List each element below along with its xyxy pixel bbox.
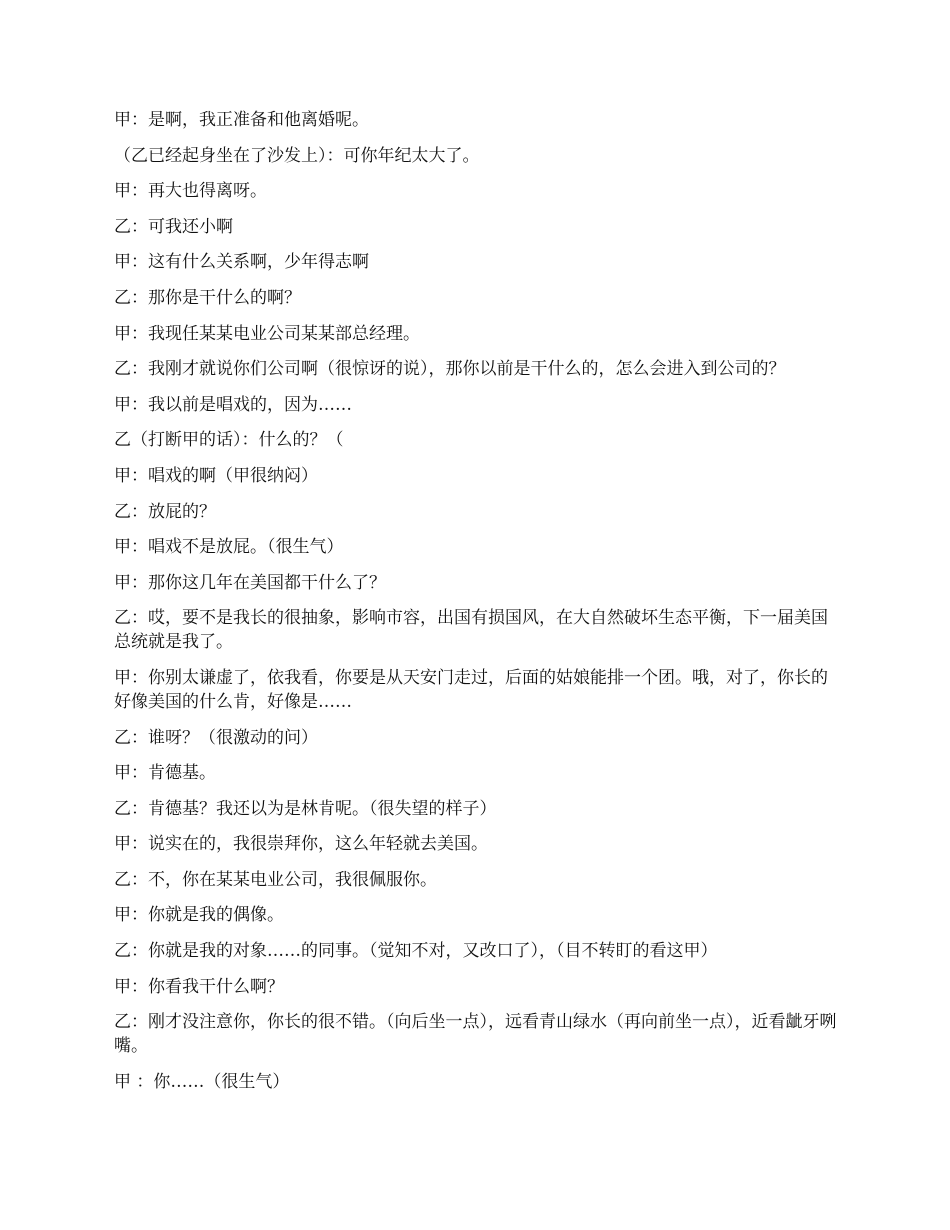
dialogue-line: 乙：哎，要不是我长的很抽象，影响市容，出国有损国风，在大自然破坏生态平衡，下一届美国总统就是我了。: [114, 608, 828, 653]
dialogue-line: 甲：是啊，我正准备和他离婚呢。: [114, 110, 369, 130]
script-text-body: [114, 108, 840, 1105]
dialogue-line: 乙（打断甲的话）：什么的？（: [114, 430, 344, 451]
dialogue-line: 甲 ：你……（很生气）: [114, 1071, 290, 1092]
dialogue-line: 甲：我现任某某电业公司某某部总经理。: [114, 323, 420, 344]
dialogue-line: 乙：你就是我的对象……的同事。（觉知不对，又改口了），（目不转盯的看这甲）: [114, 941, 718, 962]
dialogue-line: 甲：肯德基。: [114, 763, 216, 784]
dialogue-line: 乙：刚才没注意你，你长的很不错。（向后坐一点），远看青山绿水（再向前坐一点），近看龇牙咧嘴。: [114, 1012, 837, 1057]
dialogue-line: 甲：你就是我的偶像。: [114, 905, 284, 926]
dialogue-line: 甲：这有什么关系啊，少年得志啊: [114, 252, 369, 273]
dialogue-line: 甲：说实在的，我很崇拜你，这么年轻就去美国。: [114, 834, 488, 855]
dialogue-line: 甲：唱戏的啊（甲很纳闷）: [114, 465, 318, 486]
dialogue-line: 甲：唱戏不是放屁。（很生气）: [114, 537, 344, 558]
dialogue-line: 乙：不，你在某某电业公司，我很佩服你。: [114, 869, 437, 890]
dialogue-line: 甲：再大也得离呀。: [114, 181, 267, 202]
dialogue-line: 甲：你别太谦虚了，依我看，你要是从天安门走过，后面的姑娘能排一个团。哦，对了，你长的好像美国的什么肯，好像是……: [114, 667, 828, 712]
dialogue-line: 乙：那你是干什么的啊？: [114, 287, 301, 308]
dialogue-line: 乙：放屁的？: [114, 501, 216, 522]
dialogue-line: （乙已经起身坐在了沙发上）：可你年纪太大了。: [114, 145, 480, 166]
dialogue-line: 甲：那你这几年在美国都干什么了？: [114, 572, 386, 593]
dialogue-line: 乙：肯德基？我还以为是林肯呢。（很失望的样子）: [114, 798, 497, 819]
dialogue-line: 甲：我以前是唱戏的，因为……: [114, 394, 352, 415]
dialogue-line: 乙：我刚才就说你们公司啊（很惊讶的说），那你以前是干什么的，怎么会进入到公司的？: [114, 359, 786, 380]
dialogue-line: 乙：可我还小啊: [114, 216, 233, 237]
dialogue-line: 乙：谁呀？（很激动的问）: [114, 727, 318, 748]
dialogue-line: 甲：你看我干什么啊？: [114, 976, 284, 997]
